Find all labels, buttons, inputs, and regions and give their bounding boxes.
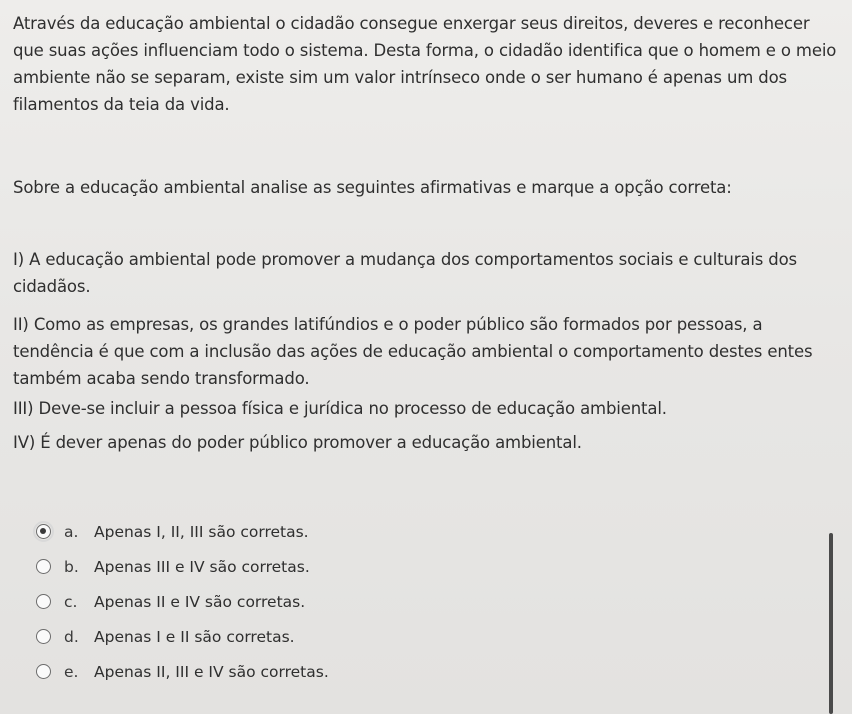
question-intro: Através da educação ambiental o cidadão consegue enxergar seus direitos, deveres e reconhecer que suas ações influenciam todo o sistema. Desta forma, o cidadão identifica que o homem e o meio ambiente não se separam, existe sim um valor intrínseco onde o ser humano é apenas um dos filamentos da teia da vida.: [13, 14, 837, 114]
option-letter: c.: [64, 592, 78, 611]
statement-2: II) Como as empresas, os grandes latifúndios e o poder público são formados por pessoas, a tendência é que com a inclusão das ações de educação ambiental o comportamento destes entes também acaba sendo transformado.: [13, 315, 813, 388]
option-letter: d.: [64, 627, 79, 646]
option-a[interactable]: [36, 514, 796, 549]
answer-options: [36, 514, 796, 689]
radio-option-d[interactable]: [36, 629, 51, 644]
option-label: Apenas II, III e IV são corretas.: [94, 662, 329, 681]
option-label: Apenas II e IV são corretas.: [94, 592, 306, 611]
radio-option-b[interactable]: [36, 559, 51, 574]
statement-4: IV) É dever apenas do poder público promover a educação ambiental.: [13, 433, 582, 452]
option-letter: a.: [64, 522, 79, 541]
option-c[interactable]: [36, 584, 796, 619]
option-e[interactable]: [36, 654, 796, 689]
option-b[interactable]: [36, 549, 796, 584]
statement-1: I) A educação ambiental pode promover a mudança dos comportamentos sociais e culturais dos cidadãos.: [13, 250, 798, 296]
option-letter: b.: [64, 557, 79, 576]
option-d[interactable]: [36, 619, 796, 654]
radio-option-c[interactable]: [36, 594, 51, 609]
option-letter: e.: [64, 662, 79, 681]
question-prompt: Sobre a educação ambiental analise as seguintes afirmativas e marque a opção correta:: [13, 178, 732, 197]
statement-3: III) Deve-se incluir a pessoa física e jurídica no processo de educação ambiental.: [13, 399, 667, 418]
option-label: Apenas I e II são corretas.: [94, 627, 295, 646]
option-label: Apenas III e IV são corretas.: [94, 557, 310, 576]
option-label: Apenas I, II, III são corretas.: [94, 522, 309, 541]
radio-option-a[interactable]: [36, 524, 51, 539]
radio-option-e[interactable]: [36, 664, 51, 679]
vertical-scrollbar[interactable]: [829, 533, 833, 714]
